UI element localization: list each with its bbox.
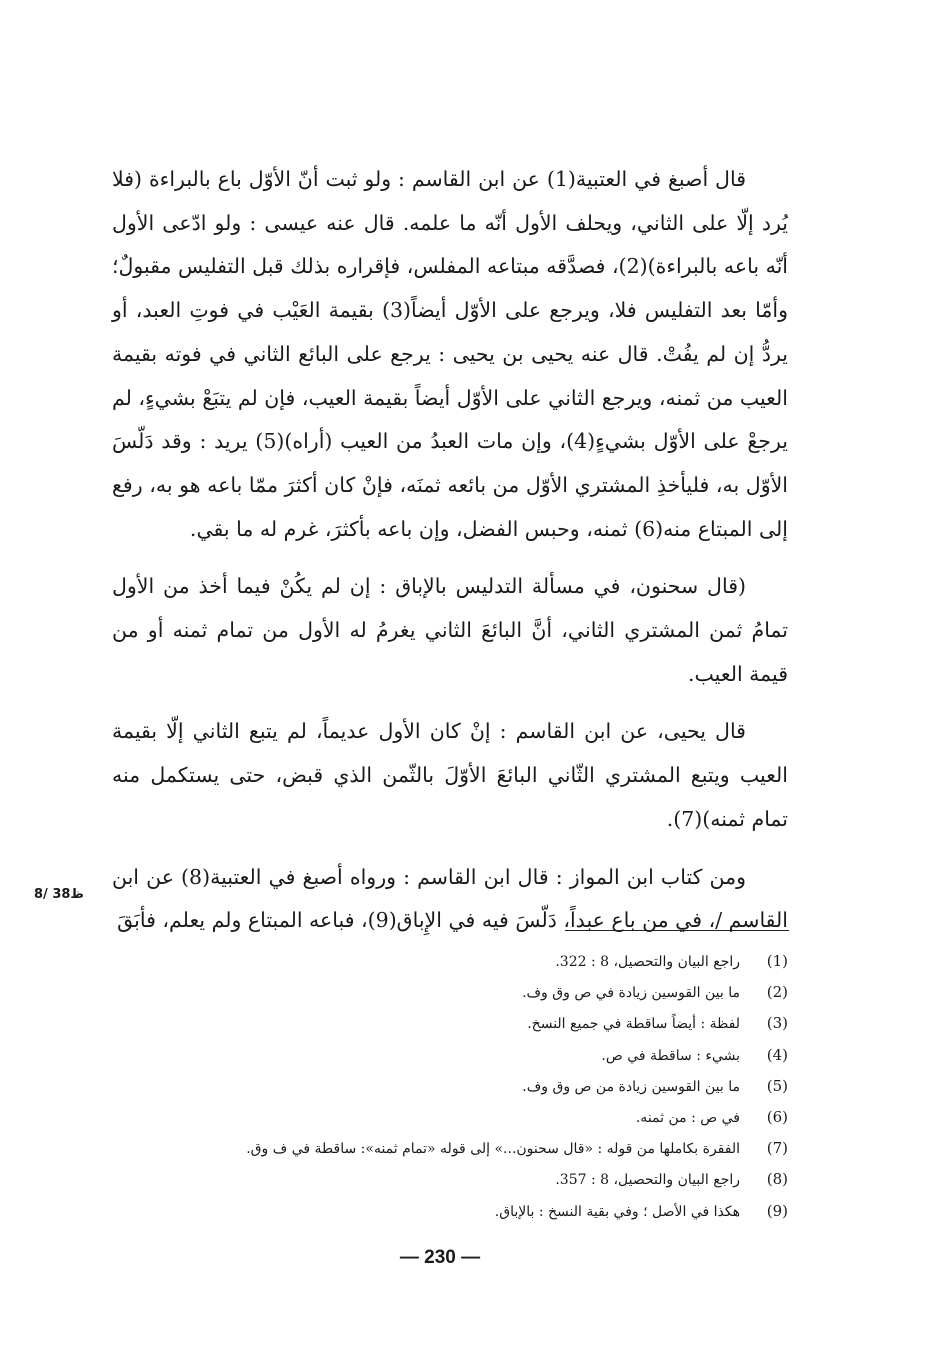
footnote-number: (5) (766, 1076, 788, 1095)
footnote-divider (565, 930, 789, 931)
footnote-8 (148, 1164, 788, 1195)
footnote-5 (148, 1071, 788, 1102)
footnote-text: لفظة : أيضاً ساقطة في جميع النسخ. (527, 1016, 740, 1033)
footnote-2 (148, 977, 788, 1008)
paragraph-4: ومن كتاب ابن المواز : قال ابن القاسم : ورواه أصبغ في العتبية(8) عن ابن القاسم /، في من باع عبداً، دَلّسَ فيه في الإِباق(9)، فباعه المبتاع ولم يعلم، فأبَقَ (112, 864, 788, 933)
manuscript-folio-reference: 8/ 38ظ (34, 887, 84, 902)
footnote-3 (148, 1008, 788, 1039)
footnote-text: بشيء : ساقطة في ص. (601, 1047, 740, 1064)
page-number: — 230 — (399, 1247, 481, 1268)
footnote-7 (148, 1133, 788, 1164)
footnote-number: (3) (766, 1014, 788, 1033)
footnote-number: (1) (766, 952, 788, 970)
footnote-number: (2) (766, 983, 788, 1002)
footnote-text: هكذا في الأصل ؛ وفي بقية النسخ : بالإباق. (494, 1203, 740, 1220)
paragraph-1: قال أصبغ في العتبية(1) عن ابن القاسم : ولو ثبت أنّ الأوّل باع بالبراءة (فلا يُرد إلّا على الثاني، ويحلف الأول أنّه ما علمه. قال عنه عيسى : ولو ادّعى الأول أنّه باعه بالبراءة)(2)، فصدَّقه مبتاعه المفلس، فإقراره بذلك قبل التفليس مقبولٌ؛ وأمّا بعد التفليس فلا، ويرجع على الأوّل أيضاً(3) بقيمة العَيْب في فوتِ العبد، أو يردُّ إن لم يفُتْ. قال عنه يحيى بن يحيى : يرجع على البائع الثاني في فوته بقيمة العيب من ثمنه، ويرجع الثاني على الأوّل أيضاً بقيمة العيب، فإن لم يتبَعْ بشيءٍ، لم يرجعْ على الأوّل بشيءٍ(4)، وإن مات العبدُ من العيب (أراه)(5) يريد : وقد دَلّسَ الأوّل به، فليأخذِ المشتري الأوّل من بائعه ثمنَه، فإنْ كان أكثرَ ممّا باعه هو به، رفع إلى المبتاع منه(6) ثمنه، وحبس الفضل، وإن باعه بأكثرَ، غرم له ما بقي. (112, 167, 788, 541)
footnote-9 (148, 1196, 788, 1227)
paragraph-3: قال يحيى، عن ابن القاسم : إنْ كان الأول عديماً، لم يتبع الثاني إلّا بقيمة العيب ويتبع المشتري الثّاني البائعَ الأوّلَ بالثّمن الذي قبض، حتى يستكمل منه تمام ثمنه)(7). (112, 719, 788, 831)
footnote-text: ما بين القوسين زيادة في ص وق وف. (522, 985, 740, 1002)
footnote-number: (9) (766, 1201, 788, 1220)
footnote-number: (6) (766, 1108, 788, 1127)
footnote-6 (148, 1102, 788, 1133)
footnote-1 (148, 946, 788, 977)
main-text (112, 158, 788, 957)
footnotes (148, 946, 788, 1227)
footnote-text: في ص : من ثمنه. (635, 1110, 740, 1127)
footnote-text: راجع البيان والتحصيل، 8 : 357. (555, 1172, 740, 1189)
footnote-number: (4) (766, 1045, 788, 1064)
footnote-text: الفقرة بكاملها من قوله : «قال سحنون...» إلى قوله «تمام ثمنه»: ساقطة في ف وق. (246, 1141, 740, 1158)
footnote-text: راجع البيان والتحصيل، 8 : 322. (555, 954, 740, 970)
footnote-number: (8) (766, 1170, 788, 1189)
footnote-number: (7) (766, 1139, 788, 1158)
footnote-text: ما بين القوسين زيادة من ص وق وف. (522, 1078, 740, 1095)
paragraph-2: (قال سحنون، في مسألة التدليس بالإباق : إن لم يكُنْ فيما أخذ من الأول تمامُ ثمن المشتري الثاني، أنَّ البائعَ الثاني يغرمُ له الأول من تمام ثمنه أو من قيمة العيب. (112, 574, 788, 686)
footnote-4 (148, 1040, 788, 1071)
